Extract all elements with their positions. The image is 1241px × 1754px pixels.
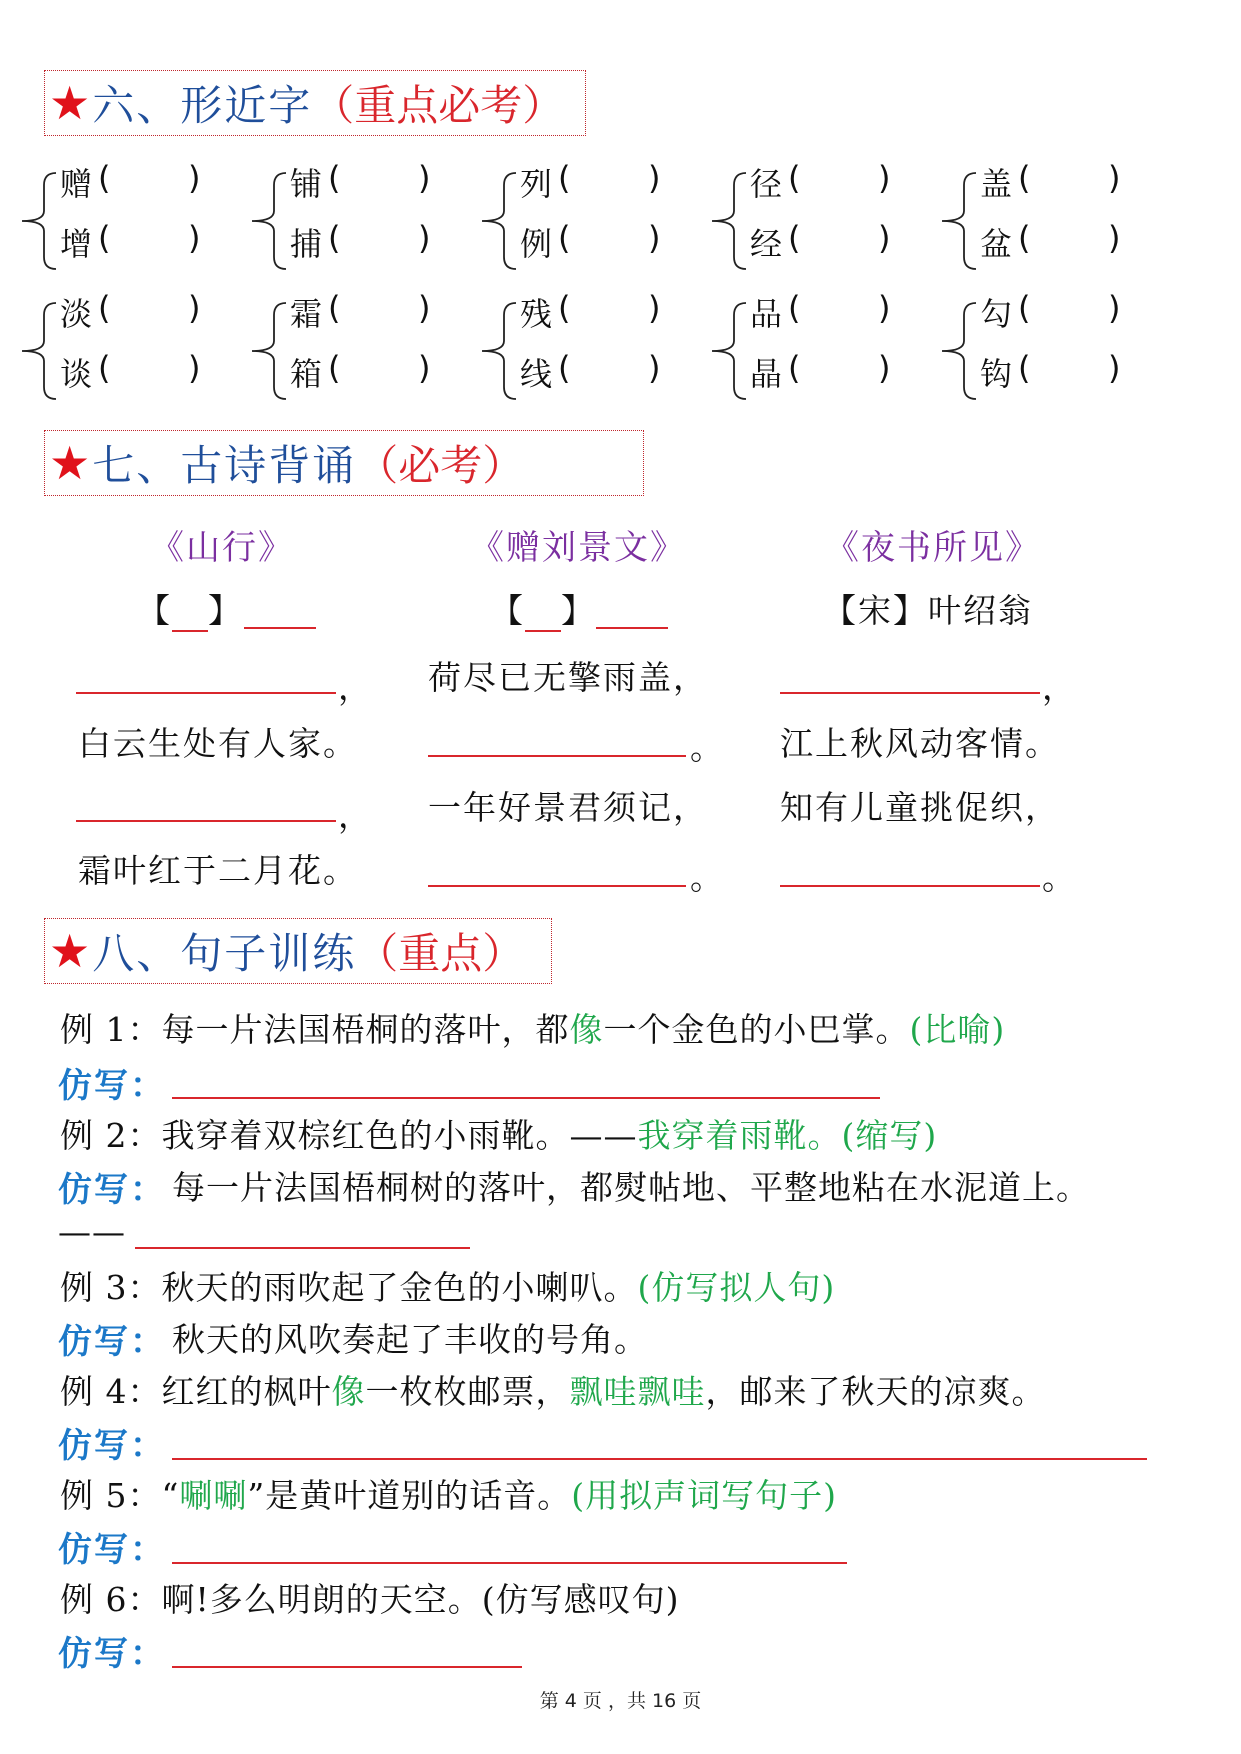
similar-char: 捕 <box>290 225 323 263</box>
answer-paren-open: ( <box>558 159 571 197</box>
example-label: 例 3： <box>60 1268 162 1307</box>
poem-line3: 知有儿童挑促织， <box>780 788 1060 827</box>
answer-paren-open: ( <box>1018 289 1031 327</box>
fangxie-label: 仿写： <box>58 1426 166 1466</box>
sentence-hint: (比喻) <box>909 1010 1006 1049</box>
quote-open: “ <box>161 1476 180 1515</box>
answer-paren-open: ( <box>328 219 341 257</box>
highlight-word: 飘哇飘哇 <box>569 1372 706 1411</box>
poem-title: 《赠刘景文》 <box>470 528 686 568</box>
sentence-hint: 我穿着雨靴。(缩写) <box>637 1116 938 1155</box>
fangxie-text: 秋天的风吹奏起了丰收的号角。 <box>172 1320 648 1359</box>
fangxie-label: 仿写： <box>58 1322 166 1362</box>
poem-line2: 江上秋风动客情。 <box>780 724 1060 763</box>
answer-paren-open: ( <box>98 159 111 197</box>
similar-char: 谈 <box>60 355 93 393</box>
answer-paren-open: ( <box>1018 349 1031 387</box>
similar-char: 钩 <box>980 355 1013 393</box>
section-note: （重点必考） <box>312 81 565 130</box>
poem-line4-punct: 。 <box>1042 858 1077 897</box>
section-note: （重点） <box>356 929 525 978</box>
brace-icon <box>938 295 978 405</box>
example-label: 例 6： <box>60 1580 162 1619</box>
poem-author: 【宋】叶绍翁 <box>823 591 1033 630</box>
similar-char: 铺 <box>290 165 323 203</box>
similar-char: 线 <box>520 355 553 393</box>
poem-line1-punct: ， <box>1042 668 1077 707</box>
poem-blank-line2[interactable] <box>428 755 686 757</box>
answer-line[interactable] <box>135 1247 470 1249</box>
brace-icon <box>18 165 58 275</box>
section-eight-header <box>44 918 552 984</box>
char-pair <box>18 289 218 415</box>
similar-char: 残 <box>520 295 553 333</box>
section-seven-header <box>44 430 644 496</box>
brace-icon <box>248 165 288 275</box>
poem-line3: 一年好景君须记， <box>428 788 708 827</box>
answer-paren-close: ) <box>878 289 891 327</box>
answer-paren-close: ) <box>1108 349 1121 387</box>
answer-paren-close: ) <box>648 219 661 257</box>
sentence-text: ”是黄叶道别的话音。 <box>247 1476 572 1515</box>
sentence-text: 秋天的雨吹起了金色的小喇叭。 <box>161 1268 638 1307</box>
char-pair <box>708 289 908 415</box>
answer-paren-close: ) <box>648 349 661 387</box>
answer-paren-open: ( <box>788 349 801 387</box>
poem-blank-line3[interactable] <box>76 820 336 822</box>
answer-paren-close: ) <box>418 219 431 257</box>
example-6 <box>60 1574 680 1621</box>
poem-blank-line4[interactable] <box>428 885 686 887</box>
answer-paren-open: ( <box>558 289 571 327</box>
answer-paren-close: ) <box>418 349 431 387</box>
brace-icon <box>708 295 748 405</box>
answer-line[interactable] <box>172 1562 847 1564</box>
answer-paren-open: ( <box>558 349 571 387</box>
star-icon: ★ <box>49 76 91 130</box>
brace-icon <box>708 165 748 275</box>
highlight-word: 像 <box>569 1010 604 1049</box>
similar-char: 品 <box>750 295 783 333</box>
similar-char: 勾 <box>980 295 1013 333</box>
sentence-hint: (用拟声词写句子) <box>571 1476 837 1515</box>
fangxie-label: 仿写： <box>58 1170 166 1210</box>
char-pair <box>708 159 908 285</box>
bracket-open: 【 <box>137 591 172 630</box>
example-1 <box>60 1004 1005 1051</box>
answer-paren-close: ) <box>188 349 201 387</box>
answer-paren-open: ( <box>328 159 341 197</box>
similar-char: 列 <box>520 165 553 203</box>
brace-icon <box>478 165 518 275</box>
similar-char: 淡 <box>60 295 93 333</box>
char-pair <box>248 159 448 285</box>
similar-char: 盆 <box>980 225 1013 263</box>
sentence-text: 红红的枫叶 <box>161 1372 332 1411</box>
answer-paren-close: ) <box>418 289 431 327</box>
section-title: 七、古诗背诵 <box>92 441 357 490</box>
sentence-text: 一枚枚邮票， <box>365 1372 570 1411</box>
char-pair <box>248 289 448 415</box>
answer-line[interactable] <box>172 1097 880 1099</box>
section-title: 六、形近字 <box>92 81 313 130</box>
fangxie-label: 仿写： <box>58 1066 166 1106</box>
brace-icon <box>938 165 978 275</box>
page-footer: 第 4 页 ，共 16 页 <box>539 1690 702 1712</box>
poem-line2: 白云生处有人家。 <box>78 724 358 763</box>
example-label: 例 1： <box>60 1010 162 1049</box>
poem-blank-line1[interactable] <box>76 692 336 694</box>
answer-paren-close: ) <box>878 159 891 197</box>
similar-char: 径 <box>750 165 783 203</box>
example-3 <box>60 1262 835 1309</box>
example-5 <box>60 1470 837 1517</box>
answer-paren-close: ) <box>1108 219 1121 257</box>
fangxie-label: 仿写： <box>58 1634 166 1674</box>
answer-paren-open: ( <box>788 219 801 257</box>
section-note: （必考） <box>356 441 525 490</box>
answer-paren-open: ( <box>98 349 111 387</box>
author-blank[interactable] <box>596 627 668 629</box>
author-blank[interactable] <box>244 627 316 629</box>
bracket-close: 】 <box>208 591 243 630</box>
highlight-word: 像 <box>331 1372 366 1411</box>
answer-paren-close: ) <box>648 289 661 327</box>
answer-paren-open: ( <box>788 289 801 327</box>
brace-icon <box>18 295 58 405</box>
answer-paren-open: ( <box>788 159 801 197</box>
answer-paren-close: ) <box>1108 159 1121 197</box>
similar-char: 增 <box>60 225 93 263</box>
poem-line4: 霜叶红于二月花。 <box>78 851 358 890</box>
poem-line3-punct: ， <box>338 796 373 835</box>
answer-paren-close: ) <box>878 219 891 257</box>
char-pair <box>478 159 678 285</box>
char-pair <box>938 159 1138 285</box>
poem-line1: 荷尽已无擎雨盖， <box>428 658 708 697</box>
similar-char: 赠 <box>60 165 93 203</box>
example-4 <box>60 1366 1046 1413</box>
answer-paren-open: ( <box>1018 219 1031 257</box>
answer-paren-open: ( <box>98 289 111 327</box>
highlight-word: 唰唰 <box>179 1476 248 1515</box>
answer-paren-close: ) <box>878 349 891 387</box>
example-label: 例 4： <box>60 1372 162 1411</box>
answer-paren-open: ( <box>1018 159 1031 197</box>
similar-char: 经 <box>750 225 783 263</box>
answer-paren-open: ( <box>328 349 341 387</box>
fangxie-text: 每一片法国梧桐树的落叶，都熨帖地、平整地粘在水泥道上。 <box>172 1168 1090 1207</box>
sentence-text: 一个金色的小巴掌。 <box>603 1010 910 1049</box>
dynasty-blank[interactable] <box>172 602 208 632</box>
star-icon: ★ <box>49 924 91 978</box>
answer-paren-open: ( <box>558 219 571 257</box>
example-label: 例 2： <box>60 1116 162 1155</box>
poem-blank-line4[interactable] <box>780 885 1040 887</box>
star-icon: ★ <box>49 436 91 490</box>
answer-paren-close: ) <box>188 159 201 197</box>
answer-line[interactable] <box>172 1666 522 1668</box>
char-pair <box>18 159 218 285</box>
poem-title: 《夜书所见》 <box>825 528 1041 568</box>
brace-icon <box>248 295 288 405</box>
answer-paren-close: ) <box>418 159 431 197</box>
bracket-close: 】 <box>561 591 596 630</box>
poem-blank-line1[interactable] <box>780 692 1040 694</box>
sentence-text: 我穿着双棕红色的小雨靴。—— <box>161 1116 638 1155</box>
section-title: 八、句子训练 <box>92 929 357 978</box>
answer-paren-close: ) <box>188 289 201 327</box>
example-label: 例 5： <box>60 1476 162 1515</box>
section-six-header <box>44 70 586 136</box>
brace-icon <box>478 295 518 405</box>
answer-line[interactable] <box>172 1458 1147 1460</box>
poem-line1-punct: ， <box>338 668 373 707</box>
similar-char: 霜 <box>290 295 323 333</box>
sentence-text: 啊!多么明朗的天空。(仿写感叹句) <box>161 1580 680 1619</box>
answer-paren-close: ) <box>648 159 661 197</box>
poem-title: 《山行》 <box>150 528 294 568</box>
answer-paren-close: ) <box>188 219 201 257</box>
answer-paren-close: ) <box>1108 289 1121 327</box>
char-pair <box>478 289 678 415</box>
similar-char: 例 <box>520 225 553 263</box>
fangxie-label: 仿写： <box>58 1530 166 1570</box>
example-2 <box>60 1110 937 1157</box>
similar-char: 晶 <box>750 355 783 393</box>
similar-char: 箱 <box>290 355 323 393</box>
poem-line2-punct: 。 <box>690 728 725 767</box>
similar-char: 盖 <box>980 165 1013 203</box>
poem-line4-punct: 。 <box>690 858 725 897</box>
fangxie-dash: —— <box>58 1212 126 1251</box>
bracket-open: 【 <box>490 591 525 630</box>
sentence-text: 每一片法国梧桐的落叶，都 <box>161 1010 570 1049</box>
poem-author-line <box>137 585 243 632</box>
poem-author-line <box>490 585 596 632</box>
dynasty-blank[interactable] <box>525 602 561 632</box>
sentence-hint: (仿写拟人句) <box>637 1268 836 1307</box>
char-pair <box>938 289 1138 415</box>
answer-paren-open: ( <box>328 289 341 327</box>
sentence-text: ，邮来了秋天的凉爽。 <box>705 1372 1046 1411</box>
answer-paren-open: ( <box>98 219 111 257</box>
